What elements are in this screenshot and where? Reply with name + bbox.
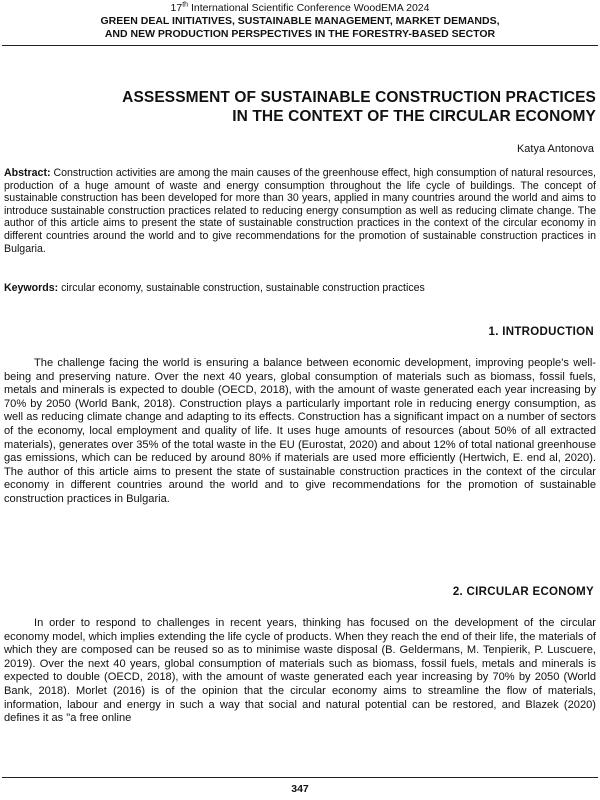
keywords-label: Keywords: (4, 282, 59, 294)
introduction-paragraph: The challenge facing the world is ensuring a balance between economic development, improving people's well-being and preserving nature. Over the next 40 years, global consumption of materials such as biomass, fossil fuels, metals and minerals is expected to double (OECD, 2018), with the amount of waste generated each year increasing by 70% by 2050 (World Bank, 2018). Construction plays a particularly important role in reducing energy consumption, as well as reducing climate change and adapting to its effects. Construction has a significant impact on a number of sectors of the economy, local employment and quality of life. It uses huge amounts of resources (about 50% of all extracted materials), generates over 35% of the total waste in the EU (Eurostat, 2020) and about 12% of total national greenhouse gas emissions, which can be reduced by around 80% if materials are used more efficiently (Hertwich, E. end al, 2020). The author of this article aims to present the state of sustainable construction practices in the context of the circular economy in different countries around the world and to give recommendations for the promotion of sustainable construction practices in Bulgaria. (4, 357, 596, 505)
section-heading-circular-economy: 2. CIRCULAR ECONOMY (452, 586, 594, 598)
abstract-text: Construction activities are among the main causes of the greenhouse effect, high consumption of natural resources, production of a huge amount of waste and energy consumption throughout the life cycle of buildings. The concept of sustainable construction has been developed for more than 30 years, applied in many countries around the world and aims to introduce sustainable construction practices related to reducing energy consumption as well as reducing climate change. The author of this article aims to present the state of sustainable construction practices in the context of the circular economy in different countries around the world and to give recommendations for the promotion of sustainable construction practices in Bulgaria. (4, 167, 596, 255)
keywords-text: circular economy, sustainable construction, sustainable construction practices (58, 282, 425, 294)
page-number: 347 (291, 783, 309, 795)
conference-line (0, 2, 600, 15)
conference-theme-line-2: AND NEW PRODUCTION PERSPECTIVES IN THE FORESTRY-BASED SECTOR (104, 28, 496, 40)
conference-theme-line-1: GREEN DEAL INITIATIVES, SUSTAINABLE MANAGEMENT, MARKET DEMANDS, (100, 15, 500, 27)
keywords (4, 282, 596, 295)
article-title (8, 88, 596, 126)
conference-name: International Scientific Conference WoodEMA 2024 (188, 2, 430, 14)
footer-divider (2, 777, 598, 778)
running-header (0, 2, 600, 41)
article-title-line-1: ASSESSMENT OF SUSTAINABLE CONSTRUCTION PRACTICES (122, 89, 596, 106)
circular-economy-paragraph: In order to respond to challenges in recent years, thinking has focused on the development of the circular economy model, which implies extending the life cycle of products. When they reach the end of their life, the materials of which they are composed can be reused so as to minimise waste disposal (B. Geldermans, M. Tenpierik, P. Luscuere, 2019). Over the next 40 years, global consumption of materials such as biomass, fossil fuels, metals and minerals is expected to double (OECD, 2018), with the amount of waste generated each year increasing by 70% by 2050 (World Bank, 2018). Morlet (2016) is of the opinion that the circular economy aims to streamline the flow of materials, information, labour and energy in such a way that social and natural potential can be restored, and Blazek (2020) defines it as "a free online (4, 617, 596, 725)
conference-number: 17 (170, 2, 183, 14)
header-divider (2, 45, 598, 46)
abstract-label: Abstract: (4, 167, 51, 179)
abstract (4, 167, 596, 255)
section-heading-introduction: 1. INTRODUCTION (488, 326, 594, 338)
conference-ordinal: th (182, 1, 189, 9)
author-name: Katya Antonova (516, 143, 594, 155)
article-title-line-2: IN THE CONTEXT OF THE CIRCULAR ECONOMY (232, 108, 596, 125)
